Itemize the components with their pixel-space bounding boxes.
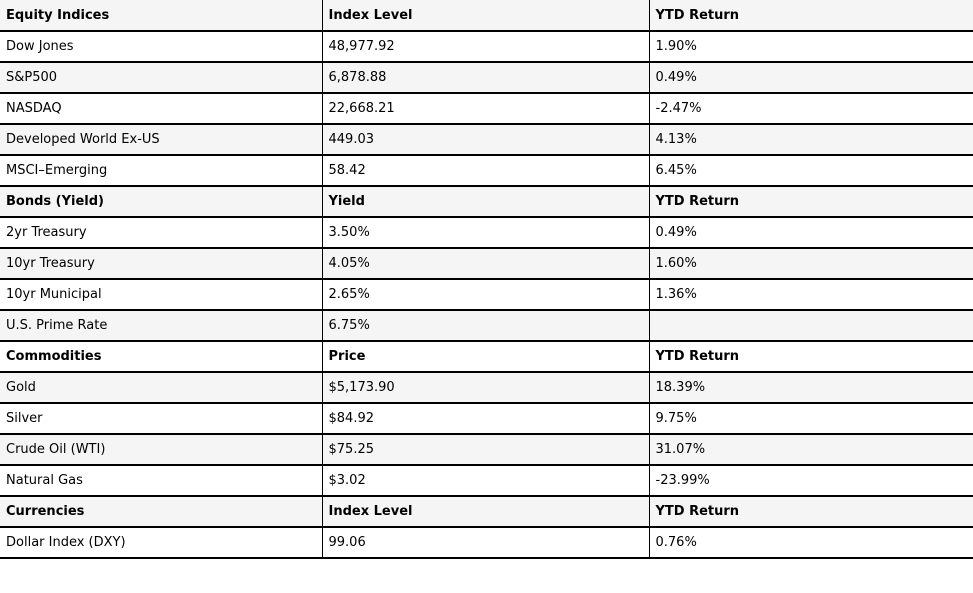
instrument-ytd-return: -23.99% bbox=[649, 465, 973, 496]
return-column-header: YTD Return bbox=[649, 0, 973, 31]
instrument-ytd-return: 31.07% bbox=[649, 434, 973, 465]
table-row bbox=[0, 217, 973, 248]
value-column-header: Price bbox=[322, 341, 649, 372]
instrument-ytd-return: 1.36% bbox=[649, 279, 973, 310]
instrument-value: 22,668.21 bbox=[322, 93, 649, 124]
instrument-ytd-return: 9.75% bbox=[649, 403, 973, 434]
table-row bbox=[0, 434, 973, 465]
section-header-bonds bbox=[0, 186, 973, 217]
return-column-header: YTD Return bbox=[649, 341, 973, 372]
section-header-commodities bbox=[0, 341, 973, 372]
table-row bbox=[0, 403, 973, 434]
instrument-value: 99.06 bbox=[322, 527, 649, 558]
instrument-ytd-return: 0.49% bbox=[649, 62, 973, 93]
value-column-header: Yield bbox=[322, 186, 649, 217]
instrument-value: 4.05% bbox=[322, 248, 649, 279]
instrument-name: Gold bbox=[0, 372, 322, 403]
table-row bbox=[0, 155, 973, 186]
instrument-value: 6,878.88 bbox=[322, 62, 649, 93]
instrument-ytd-return bbox=[649, 310, 973, 341]
section-header-equity-indices bbox=[0, 0, 973, 31]
instrument-name: S&P500 bbox=[0, 62, 322, 93]
instrument-name: Developed World Ex-US bbox=[0, 124, 322, 155]
section-title: Bonds (Yield) bbox=[0, 186, 322, 217]
table-row bbox=[0, 372, 973, 403]
section-header-currencies bbox=[0, 496, 973, 527]
instrument-value: 449.03 bbox=[322, 124, 649, 155]
instrument-value: $75.25 bbox=[322, 434, 649, 465]
table-row bbox=[0, 62, 973, 93]
instrument-ytd-return: -2.47% bbox=[649, 93, 973, 124]
value-column-header: Index Level bbox=[322, 496, 649, 527]
instrument-name: Dow Jones bbox=[0, 31, 322, 62]
instrument-name: Dollar Index (DXY) bbox=[0, 527, 322, 558]
instrument-value: 48,977.92 bbox=[322, 31, 649, 62]
table-row bbox=[0, 93, 973, 124]
return-column-header: YTD Return bbox=[649, 186, 973, 217]
table-row bbox=[0, 527, 973, 558]
instrument-name: NASDAQ bbox=[0, 93, 322, 124]
instrument-ytd-return: 18.39% bbox=[649, 372, 973, 403]
instrument-value: 6.75% bbox=[322, 310, 649, 341]
instrument-ytd-return: 6.45% bbox=[649, 155, 973, 186]
instrument-name: U.S. Prime Rate bbox=[0, 310, 322, 341]
instrument-ytd-return: 4.13% bbox=[649, 124, 973, 155]
instrument-value: 58.42 bbox=[322, 155, 649, 186]
instrument-value: $84.92 bbox=[322, 403, 649, 434]
table-row bbox=[0, 465, 973, 496]
section-title: Commodities bbox=[0, 341, 322, 372]
instrument-value: $3.02 bbox=[322, 465, 649, 496]
instrument-value: $5,173.90 bbox=[322, 372, 649, 403]
table-row bbox=[0, 124, 973, 155]
instrument-name: Natural Gas bbox=[0, 465, 322, 496]
instrument-name: Silver bbox=[0, 403, 322, 434]
instrument-value: 2.65% bbox=[322, 279, 649, 310]
section-title: Currencies bbox=[0, 496, 322, 527]
instrument-ytd-return: 1.60% bbox=[649, 248, 973, 279]
return-column-header: YTD Return bbox=[649, 496, 973, 527]
table-row bbox=[0, 248, 973, 279]
instrument-name: 10yr Treasury bbox=[0, 248, 322, 279]
instrument-value: 3.50% bbox=[322, 217, 649, 248]
instrument-ytd-return: 0.49% bbox=[649, 217, 973, 248]
value-column-header: Index Level bbox=[322, 0, 649, 31]
table-row bbox=[0, 279, 973, 310]
instrument-ytd-return: 1.90% bbox=[649, 31, 973, 62]
instrument-ytd-return: 0.76% bbox=[649, 527, 973, 558]
instrument-name: MSCI–Emerging bbox=[0, 155, 322, 186]
table-row bbox=[0, 31, 973, 62]
instrument-name: 2yr Treasury bbox=[0, 217, 322, 248]
section-title: Equity Indices bbox=[0, 0, 322, 31]
instrument-name: 10yr Municipal bbox=[0, 279, 322, 310]
table-row bbox=[0, 310, 973, 341]
instrument-name: Crude Oil (WTI) bbox=[0, 434, 322, 465]
